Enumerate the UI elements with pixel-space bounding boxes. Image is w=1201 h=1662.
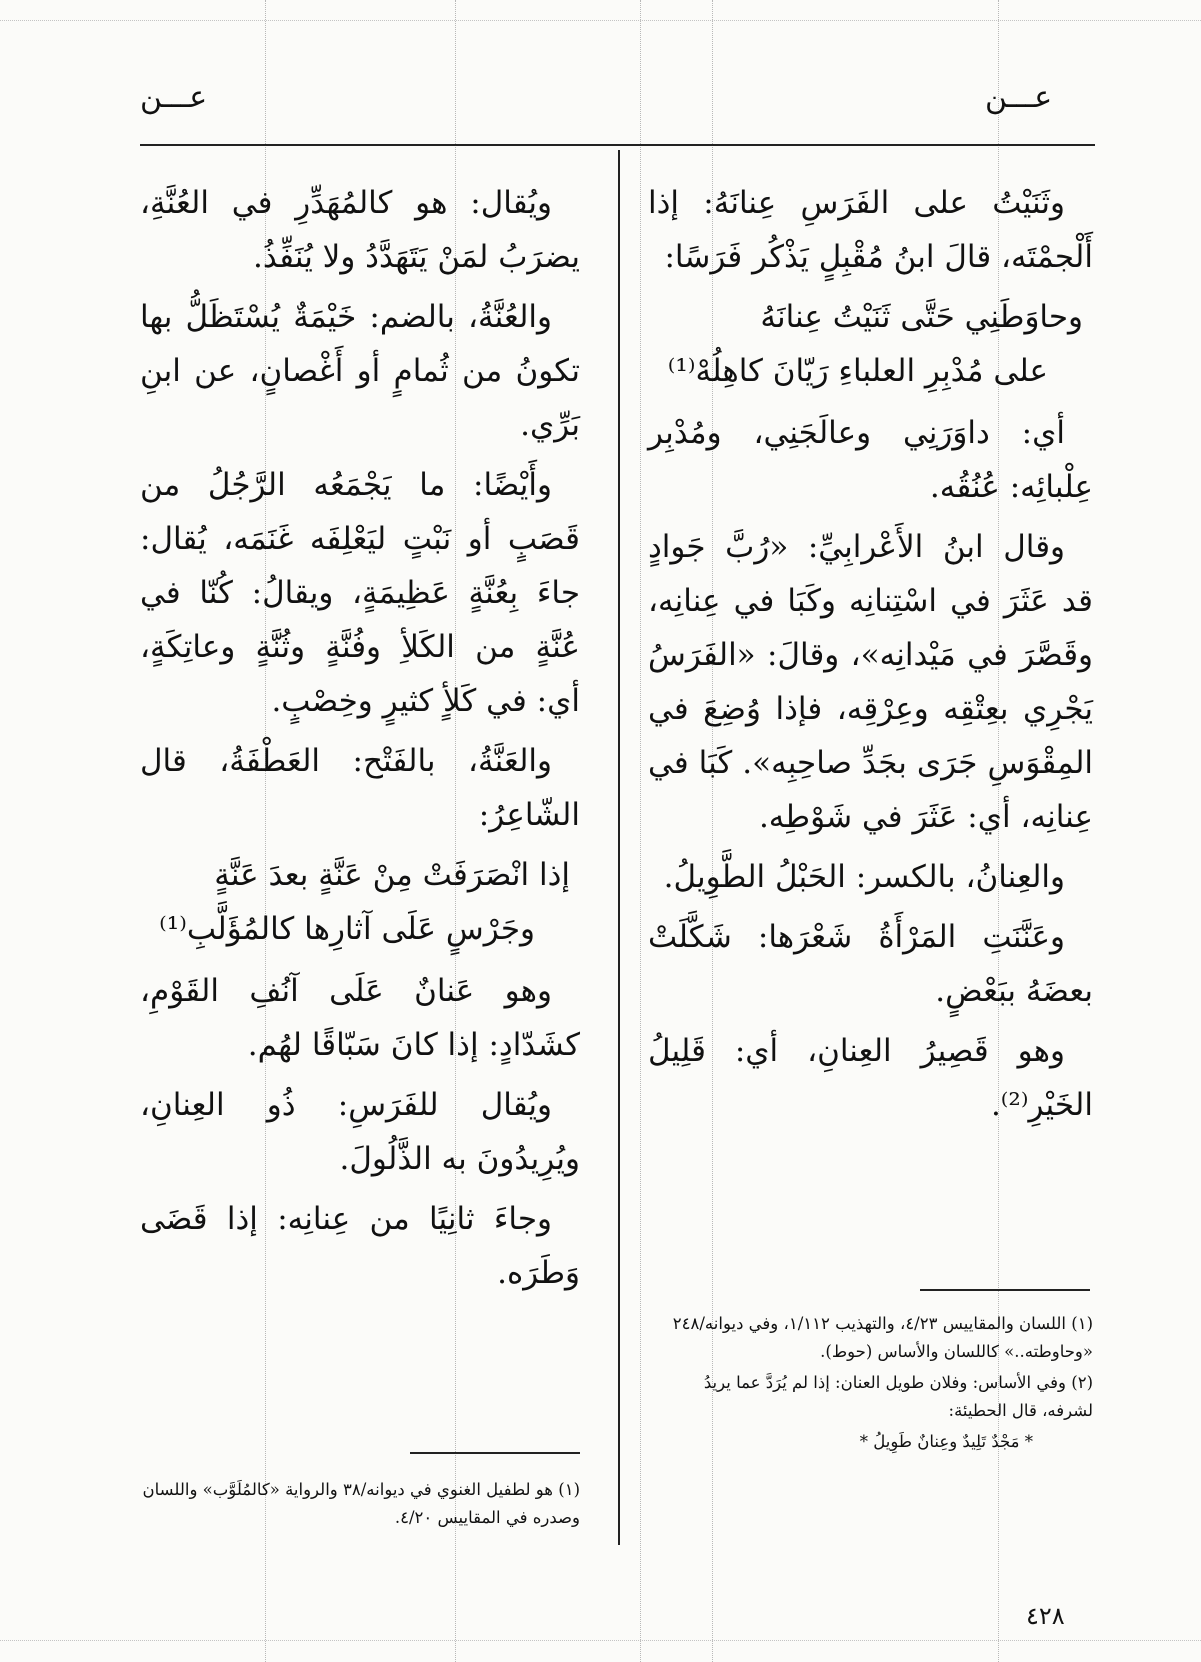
paragraph: والعُنَّةُ، بالضم: خَيْمَةٌ يُسْتَظَلُّ بها تكونُ من ثُمامٍ أو أَغْصانٍ، عن ابنِ بَرِّي. (140, 299, 580, 443)
paragraph: وجاءَ ثانِيًا من عِنانِه: إذا قَضَى وَطَرَه. (140, 1201, 580, 1291)
footnote: (٢) وفي الأساس: وفلان طويل العنان: إذا لم يُرَدَّ عما يريدُ لشرفه، قال الحطيئة: (703, 1373, 1093, 1420)
paragraph: وأَيْضًا: ما يَجْمَعُه الرَّجُلُ من قَصَبٍ أو نَبْتٍ ليَعْلِفَه غَنَمَه، يُقال: جاءَ بِعُنَّةٍ عَظِيمَةٍ، ويقالُ: كُنّا في عُنَّةٍ من الكَلأِ وفُنَّةٍ وثُنَّةٍ وعاتِكَةٍ، أي: في كَلأٍ كثيرٍ وخِصْبٍ. (140, 467, 580, 719)
footnote-rule (920, 1289, 1090, 1291)
paragraph: والعَنَّةُ، بالفَتْح: العَطْفَةُ، قال الشّاعِرُ: (140, 743, 580, 833)
paragraph: وعَنَّنَتِ المَرْأَةُ شَعْرَها: شَكَّلَتْ بعضَهُ ببَعْضٍ. (648, 919, 1093, 1009)
right-footnotes (648, 1310, 1093, 1456)
running-header-right: عـــن (985, 80, 1053, 115)
scan-guide-line (640, 0, 641, 1662)
paragraph: ويُقال: هو كالمُهَدِّرِ في العُنَّةِ، يضرَبُ لمَنْ يَتَهَدَّدُ ولا يُنَفِّذُ. (140, 185, 580, 275)
left-column (140, 176, 580, 1306)
paragraph: وهو قَصِيرُ العِنانِ، أي: قَلِيلُ الخَيْرِ⁽²⁾. (648, 1033, 1093, 1123)
verse-line: وجَرْسٍ عَلَى آثارِها كالمُؤَلَّبِ⁽¹⁾ (159, 911, 535, 947)
paragraph: وثَنَيْتُ على الفَرَسِ عِنانَهُ: إذا أَلْجمْتَه، قالَ ابنُ مُقْبِلٍ يَذْكُر فَرَسًا: (648, 185, 1093, 275)
verse-line: على مُدْبِرِ العلباءِ رَيّانَ كاهِلُهْ⁽¹⁾ (667, 353, 1048, 389)
footnote-verse: * مَجْدٌ تَلِيدٌ وعِنانٌ طَوِيلُ * (859, 1432, 1033, 1451)
left-footnotes (140, 1476, 580, 1535)
paragraph: ويُقال للفَرَسِ: ذُو العِنانِ، ويُرِيدُونَ به الذَّلُولَ. (140, 1087, 580, 1177)
scan-guide-line (0, 20, 1201, 21)
paragraph: والعِنانُ، بالكسر: الحَبْلُ الطَّوِيلُ. (663, 859, 1065, 895)
footnote-rule (410, 1452, 580, 1454)
running-header-left: عـــن (140, 80, 208, 115)
paragraph: وهو عَنانٌ عَلَى آنُفِ القَوْمِ، كشَدّادٍ: إذا كانَ سَبّاقًا لهُم. (140, 973, 580, 1063)
paragraph: وقال ابنُ الأَعْرابِيِّ: «رُبَّ جَوادٍ قد عَثَرَ في اسْتِنانِه وكَبَا في عِنانِه، وقَصَّرَ في مَيْدانِه»، وقالَ: «الفَرَسُ يَجْرِي بعِتْقِه وعِرْقِه، فإذا وُضِعَ في المِقْوَسِ جَرَى بجَدِّ صاحِبِه». كَبَا في عِنانِه، أي: عَثَرَ في شَوْطِه. (648, 529, 1093, 835)
footnote: (١) اللسان والمقاييس ٤/٢٣، والتهذيب ١/١١٢، وفي ديوانه/٢٤٨ «وحاوطته..» كاللسان والأساس (حوط). (672, 1314, 1093, 1361)
verse-line: إذا انْصَرَفَتْ مِنْ عَنَّةٍ بعدَ عَنَّةٍ (214, 857, 570, 893)
verse-line: وحاوَطَنِي حَتَّى ثَنَيْتُ عِنانَهُ (760, 299, 1083, 335)
paragraph: أي: داوَرَنِي وعالَجَنِي، ومُدْبِر عِلْبائِه: عُنُقُه. (648, 415, 1093, 505)
right-column (648, 176, 1093, 1138)
scan-guide-line (0, 1640, 1201, 1641)
footnote: (١) هو لطفيل الغنوي في ديوانه/٣٨ والرواية «كالمُلَوَّب» واللسان وصدره في المقاييس ٤/٢٠. (142, 1480, 580, 1527)
column-divider (618, 150, 620, 1545)
page-number: ٤٢٨ (1026, 1602, 1065, 1630)
header-rule (140, 144, 1095, 146)
